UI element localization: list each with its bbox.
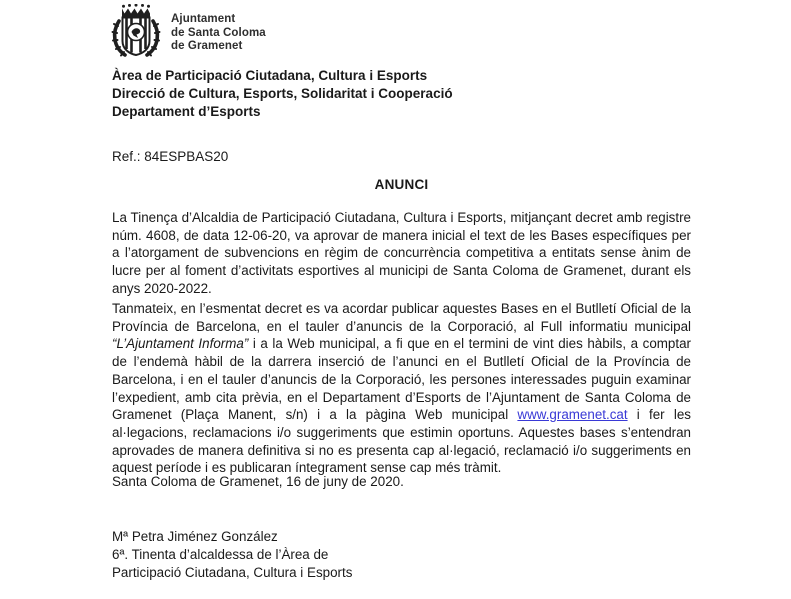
signer-role-line: 6ª. Tinenta d’alcaldessa de l’Àrea de	[112, 547, 329, 562]
direction-line: Direcció de Cultura, Esports, Solidaritat i Cooperació	[112, 86, 453, 101]
signature-block	[112, 528, 352, 582]
municipality-name	[171, 4, 266, 54]
reference-number: Ref.: 84ESPBAS20	[112, 149, 229, 164]
municipality-name-line: de Gramenet	[171, 40, 243, 52]
gramenet-link[interactable]: www.gramenet.cat	[517, 407, 628, 423]
body-paragraph-2	[112, 300, 691, 477]
paragraph2-text: i fer les al·legacions, reclamacions i/o suggeriments que estimin oportuns. Aquestes bases s’entendran aprovades de manera definitiva si no es presenta cap al·legació, reclamació i/o suggeriments en aquest període i es publicaran íntegrament sense cap més tràmit.	[112, 407, 691, 476]
municipality-logo	[110, 4, 266, 60]
signer-name: Mª Petra Jiménez González	[112, 529, 278, 544]
area-line: Àrea de Participació Ciutadana, Cultura i Esports	[112, 68, 428, 83]
municipality-name-line: Ajuntament	[171, 13, 236, 25]
department-line: Departament d’Esports	[112, 104, 261, 119]
body-paragraph-1: La Tinença d’Alcaldia de Participació Ciutadana, Cultura i Esports, mitjançant decret amb registre núm. 4608, de data 12-06-20, va aprovar de manera inicial el text de les Bases específiques per a l’atorgament de subvencions en règim de concurrència competitiva a entitats sense ànim de lucre per al foment d’activitats esportives al municipi de Santa Coloma de Gramenet, durant els anys 2020-2022.	[112, 210, 691, 296]
bulletin-name-italic: “L’Ajuntament Informa”	[112, 336, 249, 352]
paragraph2-text: Tanmateix, en l’esmentat decret es va acordar publicar aquestes Bases en el Butlletí Oficial de la Província de Barcelona, en el tauler d’anuncis de la Corporació, al Full informatiu municipal	[112, 301, 691, 334]
coat-of-arms-icon	[110, 4, 162, 60]
municipality-name-line: de Santa Coloma	[171, 26, 266, 39]
document-title: ANUNCI	[374, 177, 429, 192]
signer-role-line: Participació Ciutadana, Cultura i Esports	[112, 565, 353, 580]
department-header	[112, 67, 453, 121]
paragraph2-text: i a la Web municipal, a fi que en el termini de vint dies hàbils, a comptar de l’endemà hàbil de la darrera inserció de l’anunci en el Butlletí Oficial de la Província de Barcelona, i en el tauler d’anuncis de la Corporació, les persones interessades puguin examinar l’expedient, amb cita prèvia, en el Departament d’Esports de l’Ajuntament de Santa Coloma de Gramenet (Plaça Manent, s/n) i a la pàgina Web municipal	[112, 336, 691, 423]
dateline: Santa Coloma de Gramenet, 16 de juny de 2020.	[112, 474, 404, 489]
